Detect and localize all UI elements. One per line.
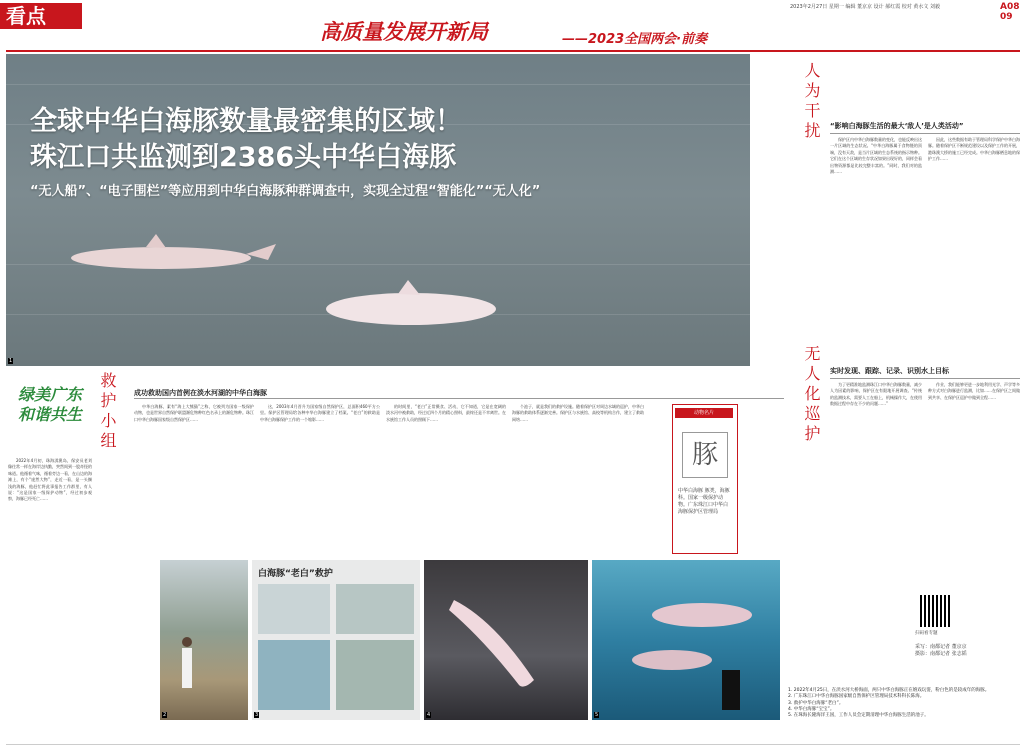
dolphin: [632, 650, 712, 670]
caption-item: 2. 广东珠江口中华白海豚国家级自然保护区管理局技术科科长陈海。: [788, 694, 925, 700]
paragraph: 2022年4月初，珠海淇澳岛，保安员老刘像往常一样在海岸边执勤，突然间到一股奇怪的味道。他循着气味，循着旁边一看，在山边的海滩上，有个“庞然大物”，走近一看，是一头搁浅的海豚，他赶忙将此事报告工作群里，有人说：“这是国家一级保护动物”，经过初步观察，海豚已经死亡……: [8, 458, 92, 502]
article-column: [512, 404, 644, 554]
section-vertical-title: 无人化巡护: [802, 345, 821, 445]
article-column: [928, 382, 1020, 547]
jumping-dolphin: [424, 560, 588, 720]
promo-title: 绿美广东 和谐共生: [17, 385, 82, 424]
dolphins-illustration: [6, 54, 750, 366]
divider: [830, 378, 1020, 379]
paragraph: 为了更精准地监测珠江口中华白海豚数量，减少人为因素的影响，保护区在有限地开展调查。“传统的监测技术，需要人工在船上，机械操作大，在使用数据过程中存在不少的问题……”: [830, 382, 922, 407]
caption-item: 3. 救护中华白海豚“老白”。: [788, 700, 844, 706]
photo-number: 5: [595, 712, 599, 718]
card-label: 动物名片: [675, 408, 733, 418]
edition-meta: 2023年2月27日 星期一 编辑 董京京 设计 郝红霞 校对 黄水文 刘毅: [790, 4, 940, 10]
paragraph: 保护区内中华白海豚数量的变化，也能反映出这一片区域的生态状况。“中华白海豚属于食物链的顶端，没有天敌，是当片区域的生态系统的指示物种。它们在这个区域的生存状况如果出现好的，同样会看出物资源都是比较完整丰富的。”同时，我们对的监测……: [830, 137, 922, 175]
dolphin: [652, 603, 752, 627]
article-column: [830, 382, 922, 547]
section-tag: 看点: [0, 3, 82, 29]
photo-dolphin-jump: [424, 560, 588, 720]
person-figure: [160, 560, 248, 720]
photo-captions: [788, 688, 1020, 719]
headline-line-1: 全球中华白海豚数量最密集的区域！: [30, 106, 462, 137]
hero-headline: [30, 104, 462, 176]
animal-card: [672, 404, 738, 554]
page-number: A08 09: [1000, 2, 1020, 22]
photo-rescue-collage: [252, 560, 420, 720]
photo-beach: [160, 560, 248, 720]
divider: [830, 133, 1020, 134]
underwater-scene: [592, 560, 780, 720]
banner-subtitle: ——2023全国两会·前奏: [562, 32, 708, 47]
article-column: [830, 137, 922, 342]
photo-number: 2: [163, 712, 167, 718]
footer-rule: [6, 744, 1020, 745]
paragraph: 个池子，就是我们的救护设施。随着保护区对周边水域的巡护，中华白海豚的救助体系逐渐完善。保护区与水族馆、高校等机构合作，建立了救助网络……: [512, 404, 644, 422]
dolphin-1: [71, 247, 251, 269]
dolphin-2: [326, 293, 496, 325]
article-column: [134, 404, 254, 554]
caption-item: 5. 在珠海长隆海洋王国，工作人员会定期清理中华白海豚生活的池子。: [788, 713, 929, 719]
header-rule: [6, 50, 1020, 52]
section-heading: 成功救助国内首例在淡水河湖的中华白海豚: [134, 389, 267, 397]
collage-image: [336, 640, 414, 710]
collage-image: [258, 584, 330, 634]
diver: [722, 670, 740, 710]
caption-item: 4. 中华白海豚“宝宝”。: [788, 706, 835, 712]
article-column: [260, 404, 380, 554]
qr-code-icon[interactable]: [920, 595, 952, 627]
collage-image: [336, 584, 414, 634]
collage-title: 白海豚“老白”救护: [258, 569, 333, 579]
byline-writer: 采写：南都记者 董京京: [915, 644, 967, 650]
dolphin-1-fin: [146, 234, 166, 248]
divider: [134, 398, 784, 399]
photo-number: 1: [9, 358, 13, 364]
section-heading: “影响白海豚生活的最大‘敌人’是人类活动”: [830, 122, 964, 130]
photo-number: 4: [427, 712, 431, 718]
banner-title: 高质量发展开新局: [320, 19, 488, 44]
hero-photo: [6, 54, 750, 366]
byline-photographer: 摄影：南都记者 张志韬: [915, 651, 967, 657]
section-vertical-title: 救护小组: [98, 372, 117, 452]
article-column: [928, 137, 1020, 377]
section-heading: 实时发现、跟踪、记录、识别水上目标: [830, 367, 949, 375]
article-column: [386, 404, 506, 554]
qr-label: 扫码看专题: [915, 631, 938, 636]
paragraph: 作业，我们能够更进一步地利用光学、声学等多种方式对白海豚进行监测，比如……在保护区之间做到共享、在保护区巡护中做到全程……: [928, 382, 1020, 400]
article-column: [8, 458, 92, 698]
caption-item: 1. 2022年4月25日，在淡水河大桥海面，两只中华白海豚正在嬉戏玩耍，粉白色的是较成年的海豚。: [788, 688, 990, 693]
dolphin-2-fin: [398, 280, 420, 295]
paragraph: 因此，这些数据有助于管理局科学保护中华白海豚。随着保护区不断规范建设以及保护工作的开展，港珠澳大桥的施工已经完成。中华白海豚栖息地的保护工作……: [928, 137, 1020, 162]
hero-subheadline: “无人船”、“电子围栏”等应用到中华白海豚种群调查中，实现全过程“智能化”“无人化”: [30, 184, 541, 199]
paragraph: 的时间里，“老白”正常摄食、活动，它不知道，它是在宽阔的淡水河中被救助，经过近四个月的精心照料，最终还是不幸离世。在水族馆工作人员的照顾下……: [386, 404, 506, 422]
paragraph: 中华白海豚，素有“海上大熊猫”之称，它被列为国家一级保护动物，也是世界自然保护联盟濒危物种红色名录上的濒危物种。珠江口中华白海豚国家级自然保护区……: [134, 404, 254, 422]
headline-line-2: 珠江口共监测到2386头中华白海豚: [30, 142, 457, 173]
page-header: [0, 0, 1027, 52]
collage-image: [258, 640, 330, 710]
paragraph: 这，2003年4月晋升为国家级自然保护区，总面积460平方公里。保护区管理局给各种中华白海豚建立了档案。“老白”的救助是中华白海豚保护工作的一个缩影……: [260, 404, 380, 422]
card-description: 中华白海豚 豚类，海豚科。国家一级保护动物。广东珠江口中华白海豚保护区管理局: [678, 488, 730, 515]
photo-underwater: [592, 560, 780, 720]
photo-number: 3: [255, 712, 259, 718]
byline: [915, 644, 967, 658]
section-vertical-title: 人为干扰: [802, 62, 821, 142]
card-character: 豚: [682, 432, 728, 478]
